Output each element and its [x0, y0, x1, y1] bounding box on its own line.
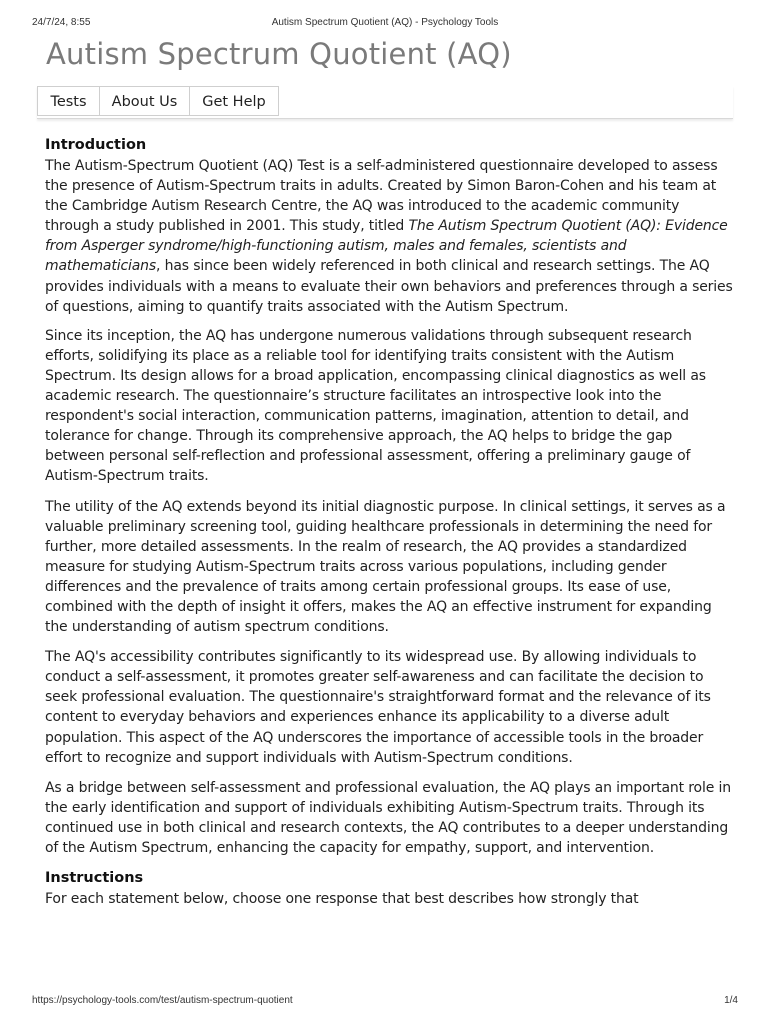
print-page-number: 1/4	[724, 995, 738, 1006]
tab-tests[interactable]: Tests	[37, 86, 100, 116]
intro-paragraph-4: The AQ's accessibility contributes significantly to its widespread use. By allowing individuals to conduct a self-assessment, it promotes greater self-awareness and can facilitate the decision to seek professional evaluation. The questionnaire's straightforward format and the relevance of its content to everyday behaviors and experiences enhance its applicability to a diverse adult population. This aspect of the AQ underscores the importance of accessible tools in the broader effort to recognize and support individuals with Autism-Spectrum conditions.	[45, 649, 711, 766]
study-title: The Autism Spectrum Quotient (AQ): Evidence from Asperger syndrome/high-functioning autism, males and females, scientists and mathematicians	[45, 218, 728, 275]
tab-get-help[interactable]: Get Help	[189, 86, 279, 116]
intro-paragraph-1	[45, 156, 735, 317]
article-content	[45, 135, 735, 909]
print-url: https://psychology-tools.com/test/autism-spectrum-quotient	[32, 995, 293, 1006]
page-title: Autism Spectrum Quotient (AQ)	[46, 37, 512, 71]
instructions-text: For each statement below, choose one response that best describes how strongly that	[45, 891, 639, 908]
intro-p1-text-after: , has since been widely referenced in both clinical and research settings. The AQ provides individuals with a means to evaluate their own behaviors and preferences through a series of questions, aiming to quantify traits associated with the Autism Spectrum.	[45, 258, 733, 315]
instructions-heading: Instructions	[45, 870, 144, 887]
intro-paragraph-5: As a bridge between self-assessment and professional evaluation, the AQ plays an important role in the early identification and support of individuals exhibiting Autism-Spectrum traits. Through its continued use in both clinical and research contexts, the AQ contributes to a deeper understanding of the Autism Spectrum, enhancing the capacity for empathy, support, and intervention.	[45, 779, 731, 856]
print-datetime: 24/7/24, 8:55	[32, 17, 91, 28]
print-header	[32, 17, 738, 31]
print-document-title: Autism Spectrum Quotient (AQ) - Psychology Tools	[271, 17, 499, 28]
print-footer	[32, 995, 738, 1009]
top-nav-tabs	[37, 86, 733, 119]
tab-about-us[interactable]: About Us	[99, 86, 190, 116]
intro-paragraph-3: The utility of the AQ extends beyond its initial diagnostic purpose. In clinical settings, it serves as a valuable preliminary screening tool, guiding healthcare professionals in determining the need for further, more detailed assessments. In the realm of research, the AQ provides a standardized measure for studying Autism-Spectrum traits across various populations, including gender differences and the prevalence of traits among certain professional groups. Its ease of use, combined with the depth of insight it offers, makes the AQ an effective instrument for expanding the understanding of autism spectrum conditions.	[45, 498, 726, 636]
intro-p1-text-before: The Autism-Spectrum Quotient (AQ) Test is a self-administered questionnaire developed to assess the presence of Autism-Spectrum traits in adults. Created by Simon Baron-Cohen and his team at the Cambridge Autism Research Centre, the AQ was introduced to the academic community through a study published in 2001. This study, titled	[45, 158, 718, 235]
introduction-heading: Introduction	[45, 137, 147, 153]
intro-paragraph-2: Since its inception, the AQ has undergone numerous validations through subsequent research efforts, solidifying its place as a reliable tool for identifying traits consistent with the Autism Spectrum. Its design allows for a broad application, encompassing clinical diagnostics as well as academic research. The questionnaire’s structure facilitates an introspective look into the respondent's social interaction, communication patterns, imagination, attention to detail, and tolerance for change. Through its comprehensive approach, the AQ helps to bridge the gap between personal self-reflection and professional assessment, offering a preliminary gauge of Autism-Spectrum traits.	[45, 327, 706, 485]
